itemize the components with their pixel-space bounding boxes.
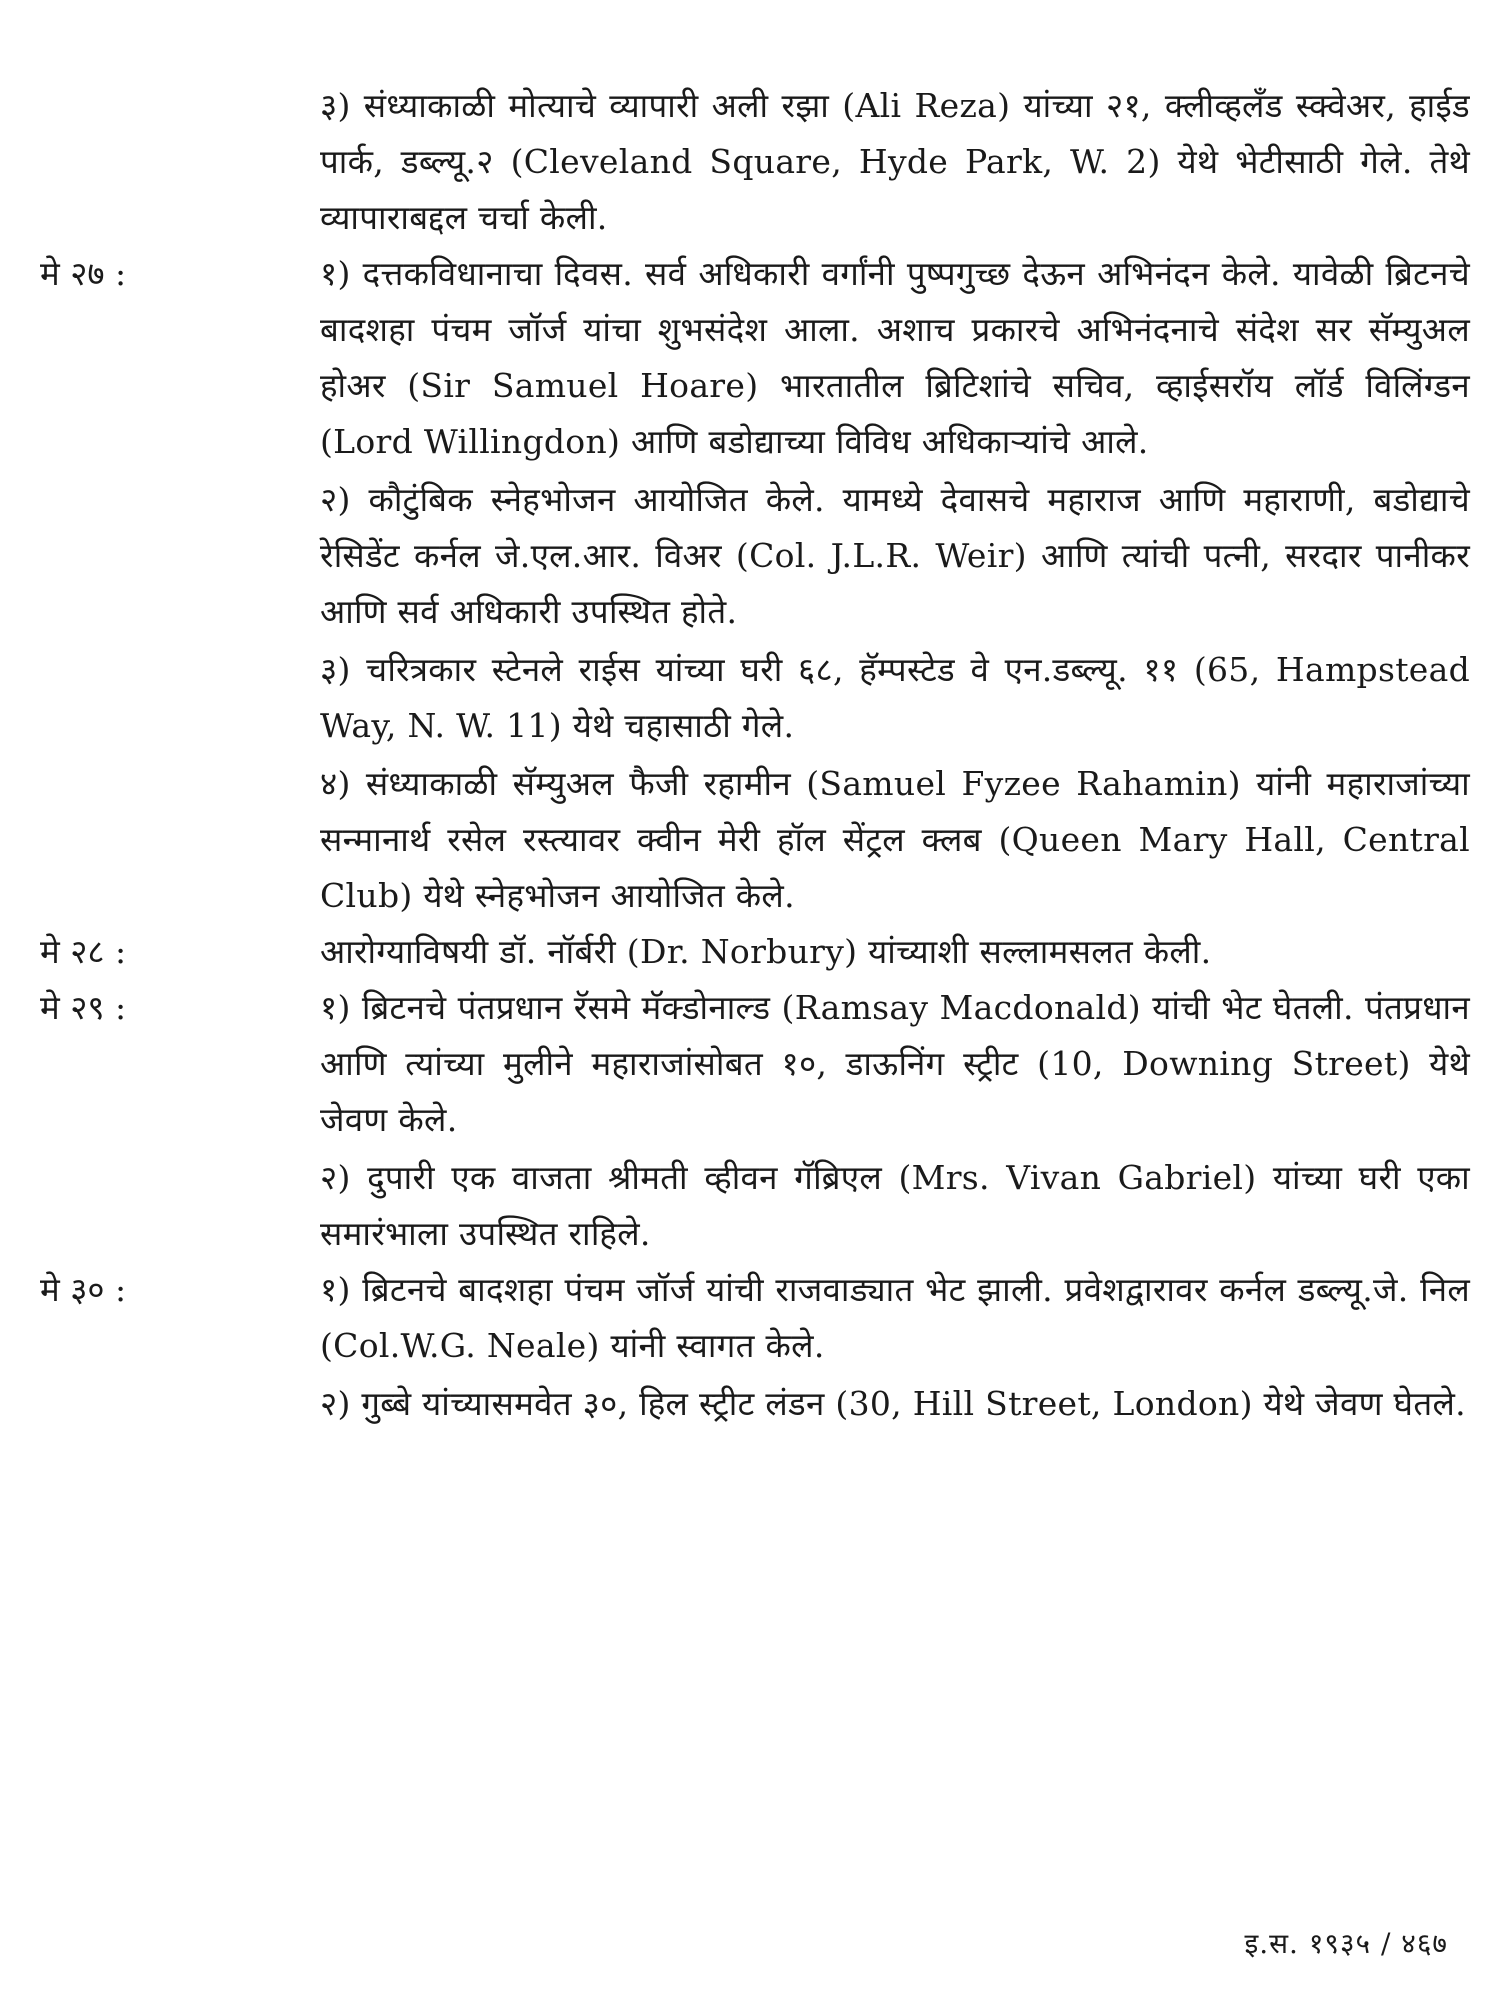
entry-date: मे ३० : <box>40 1270 127 1309</box>
entry-paragraph: २) कौटुंबिक स्नेहभोजन आयोजित केले. यामध्ये देवासचे महाराज आणि महाराणी, बडोद्याचे रेसिडेंट कर्नल जे.एल.आर. विअर (Col. J.L.R. Weir) आणि त्यांची पत्नी, सरदार पानीकर आणि सर्व अधिकारी उपस्थित होते. <box>320 480 1470 631</box>
entry-paragraph: आरोग्याविषयी डॉ. नॉर्बरी (Dr. Norbury) यांच्याशी सल्लामसलत केली. <box>320 932 1212 971</box>
entry-paragraph: १) दत्तकविधानाचा दिवस. सर्व अधिकारी वर्गांनी पुष्पगुच्छ देऊन अभिनंदन केले. यावेळी ब्रिटनचे बादशहा पंचम जॉर्ज यांचा शुभसंदेश आला. अशाच प्रकारचे अभिनंदनाचे संदेश सर सॅम्युअल होअर (Sir Samuel Hoare) भारतातील ब्रिटिशांचे सचिव, व्हाईसरॉय लॉर्ड विलिंग्डन (Lord Willingdon) आणि बडोद्याच्या विविध अधिकाऱ्यांचे आले. <box>320 254 1470 461</box>
diary-entry-may-27 <box>40 246 1470 924</box>
entry-paragraph: १) ब्रिटनचे पंतप्रधान रॅसमे मॅक्डोनाल्ड (Ramsay Macdonald) यांची भेट घेतली. पंतप्रधान आणि त्यांच्या मुलीने महाराजांसोबत १०, डाऊनिंग स्ट्रीट (10, Downing Street) येथे जेवण केले. <box>320 988 1470 1139</box>
page-footer: इ.स. १९३५ / ४६७ <box>1244 1927 1448 1960</box>
entry-paragraph: २) दुपारी एक वाजता श्रीमती व्हीवन गॅब्रिएल (Mrs. Vivan Gabriel) यांच्या घरी एका समारंभाला उपस्थित राहिले. <box>320 1158 1470 1253</box>
entry-date: मे २८ : <box>40 932 127 971</box>
entry-date: मे २९ : <box>40 988 127 1027</box>
diary-entry-may-30 <box>40 1262 1470 1432</box>
entry-date: मे २७ : <box>40 254 127 293</box>
page-content <box>40 78 1470 1432</box>
diary-entry-may-28 <box>40 924 1470 980</box>
diary-entry-may-29 <box>40 980 1470 1262</box>
entry-paragraph: ४) संध्याकाळी सॅम्युअल फैजी रहामीन (Samuel Fyzee Rahamin) यांनी महाराजांच्या सन्मानार्थ रसेल रस्त्यावर क्वीन मेरी हॉल सेंट्रल क्लब (Queen Mary Hall, Central Club) येथे स्नेहभोजन आयोजित केले. <box>320 764 1470 915</box>
opening-paragraph: ३) संध्याकाळी मोत्याचे व्यापारी अली रझा (Ali Reza) यांच्या २१, क्लीव्हलँड स्क्वेअर, हाईड पार्क, डब्ल्यू.२ (Cleveland Square, Hyde Park, W. 2) येथे भेटीसाठी गेले. तेथे व्यापाराबद्दल चर्चा केली. <box>320 86 1470 237</box>
entry-paragraph: १) ब्रिटनचे बादशहा पंचम जॉर्ज यांची राजवाड्यात भेट झाली. प्रवेशद्वारावर कर्नल डब्ल्यू.जे. निल (Col.W.G. Neale) यांनी स्वागत केले. <box>320 1270 1470 1365</box>
entry-paragraph: ३) चरित्रकार स्टेनले राईस यांच्या घरी ६८, हॅम्पस्टेड वे एन.डब्ल्यू. ११ (65, Hampstead Way, N. W. 11) येथे चहासाठी गेले. <box>320 650 1470 745</box>
entry-paragraph: २) गुब्बे यांच्यासमवेत ३०, हिल स्ट्रीट लंडन (30, Hill Street, London) येथे जेवण घेतले. <box>320 1384 1466 1423</box>
